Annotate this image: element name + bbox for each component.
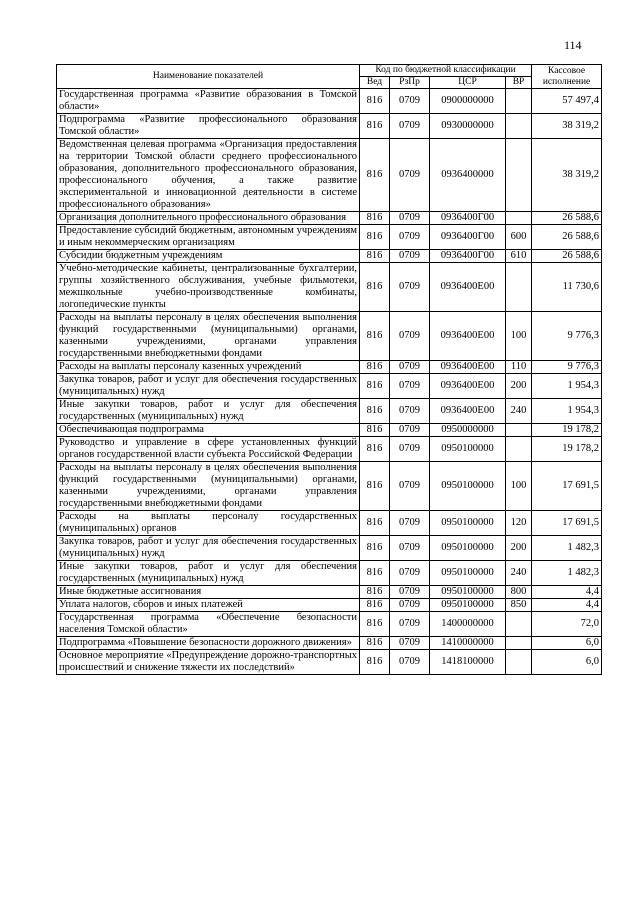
table-row — [57, 399, 602, 424]
row-rzpr: 0709 — [390, 312, 430, 361]
row-name: Расходы на выплаты персоналу в целях обеспечения выполнения функций государственными (муниципальными) органами, казенными учреждениями, органами управления государственными внебюджетными фондами — [57, 462, 360, 511]
row-csr: 0930000000 — [430, 114, 506, 139]
header-amount: Кассовое исполнение — [532, 65, 602, 89]
row-amount: 57 497,4 — [532, 89, 602, 114]
row-csr: 0936400000 — [430, 139, 506, 212]
row-ved: 816 — [360, 312, 390, 361]
row-amount: 9 776,3 — [532, 361, 602, 374]
row-ved: 816 — [360, 212, 390, 225]
row-rzpr: 0709 — [390, 536, 430, 561]
table-row — [57, 250, 602, 263]
row-rzpr: 0709 — [390, 89, 430, 114]
table-row — [57, 462, 602, 511]
row-amount: 1 482,3 — [532, 561, 602, 586]
row-vr — [506, 650, 532, 675]
row-name: Расходы на выплаты персоналу государственных (муниципальных) органов — [57, 511, 360, 536]
row-ved: 816 — [360, 263, 390, 312]
row-amount: 6,0 — [532, 650, 602, 675]
header-name: Наименование показателей — [57, 65, 360, 89]
row-rzpr: 0709 — [390, 212, 430, 225]
row-vr — [506, 212, 532, 225]
row-ved: 816 — [360, 374, 390, 399]
row-amount: 38 319,2 — [532, 139, 602, 212]
row-vr: 110 — [506, 361, 532, 374]
row-ved: 816 — [360, 462, 390, 511]
table-row — [57, 212, 602, 225]
row-rzpr: 0709 — [390, 650, 430, 675]
table-row — [57, 536, 602, 561]
row-ved: 816 — [360, 536, 390, 561]
row-amount: 1 954,3 — [532, 374, 602, 399]
row-amount: 17 691,5 — [532, 511, 602, 536]
row-amount: 4,4 — [532, 586, 602, 599]
row-rzpr: 0709 — [390, 561, 430, 586]
table-row — [57, 361, 602, 374]
row-name: Закупка товаров, работ и услуг для обеспечения государственных (муниципальных) нужд — [57, 374, 360, 399]
row-csr: 0950100000 — [430, 511, 506, 536]
row-amount: 72,0 — [532, 612, 602, 637]
row-amount: 19 178,2 — [532, 424, 602, 437]
row-name: Иные бюджетные ассигнования — [57, 586, 360, 599]
row-rzpr: 0709 — [390, 361, 430, 374]
row-amount: 1 954,3 — [532, 399, 602, 424]
header-csr: ЦСР — [430, 77, 506, 89]
row-name: Расходы на выплаты персоналу казенных учреждений — [57, 361, 360, 374]
row-vr: 800 — [506, 586, 532, 599]
table-row — [57, 312, 602, 361]
row-rzpr: 0709 — [390, 599, 430, 612]
row-vr — [506, 437, 532, 462]
header-code-group: Код по бюджетной классификации — [360, 65, 532, 77]
table-row — [57, 263, 602, 312]
row-amount: 4,4 — [532, 599, 602, 612]
row-csr: 0936400Е00 — [430, 361, 506, 374]
header-ved: Вед — [360, 77, 390, 89]
row-vr: 610 — [506, 250, 532, 263]
row-vr — [506, 637, 532, 650]
table-row — [57, 374, 602, 399]
table-row — [57, 424, 602, 437]
row-rzpr: 0709 — [390, 114, 430, 139]
table-row — [57, 114, 602, 139]
row-csr: 0950100000 — [430, 599, 506, 612]
row-rzpr: 0709 — [390, 586, 430, 599]
row-name: Иные закупки товаров, работ и услуг для обеспечения государственных (муниципальных) нужд — [57, 561, 360, 586]
row-amount: 26 588,6 — [532, 212, 602, 225]
row-vr: 240 — [506, 561, 532, 586]
table-row — [57, 139, 602, 212]
table-row — [57, 637, 602, 650]
row-vr — [506, 114, 532, 139]
row-ved: 816 — [360, 424, 390, 437]
row-csr: 0950100000 — [430, 561, 506, 586]
row-csr: 0950100000 — [430, 586, 506, 599]
row-name: Основное мероприятие «Предупреждение дорожно-транспортных происшествий и снижение тяжести их последствий» — [57, 650, 360, 675]
row-ved: 816 — [360, 250, 390, 263]
row-vr — [506, 263, 532, 312]
row-ved: 816 — [360, 561, 390, 586]
row-csr: 1400000000 — [430, 612, 506, 637]
row-amount: 38 319,2 — [532, 114, 602, 139]
row-csr: 0936400Г00 — [430, 225, 506, 250]
row-vr: 600 — [506, 225, 532, 250]
row-ved: 816 — [360, 650, 390, 675]
table-row — [57, 225, 602, 250]
row-csr: 0950100000 — [430, 536, 506, 561]
row-rzpr: 0709 — [390, 263, 430, 312]
row-vr — [506, 139, 532, 212]
row-vr: 100 — [506, 462, 532, 511]
row-csr: 1410000000 — [430, 637, 506, 650]
row-vr: 200 — [506, 374, 532, 399]
header-vr: ВР — [506, 77, 532, 89]
table-row — [57, 437, 602, 462]
row-vr — [506, 612, 532, 637]
row-amount: 26 588,6 — [532, 250, 602, 263]
row-rzpr: 0709 — [390, 139, 430, 212]
row-csr: 0936400Е00 — [430, 374, 506, 399]
row-rzpr: 0709 — [390, 437, 430, 462]
table-row — [57, 586, 602, 599]
row-name: Государственная программа «Развитие образования в Томской области» — [57, 89, 360, 114]
row-rzpr: 0709 — [390, 511, 430, 536]
row-name: Закупка товаров, работ и услуг для обеспечения государственных (муниципальных) нужд — [57, 536, 360, 561]
row-name: Уплата налогов, сборов и иных платежей — [57, 599, 360, 612]
row-amount: 9 776,3 — [532, 312, 602, 361]
table-row — [57, 89, 602, 114]
row-name: Предоставление субсидий бюджетным, автономным учреждениям и иным некоммерческим организациям — [57, 225, 360, 250]
row-name: Государственная программа «Обеспечение безопасности населения Томской области» — [57, 612, 360, 637]
row-rzpr: 0709 — [390, 424, 430, 437]
row-rzpr: 0709 — [390, 374, 430, 399]
row-amount: 19 178,2 — [532, 437, 602, 462]
row-ved: 816 — [360, 586, 390, 599]
row-name: Расходы на выплаты персоналу в целях обеспечения выполнения функций государственными (муниципальными) органами, казенными учреждениями, органами управления государственными внебюджетными фондами — [57, 312, 360, 361]
row-ved: 816 — [360, 139, 390, 212]
table-row — [57, 511, 602, 536]
row-name: Подпрограмма «Развитие профессионального образования Томской области» — [57, 114, 360, 139]
row-name: Учебно-методические кабинеты, централизованные бухгалтерии, группы хозяйственного обслуживания, учебные фильмотеки, межшкольные учебно-производственные комбинаты, логопедические пункты — [57, 263, 360, 312]
header-rzpr: РзПр — [390, 77, 430, 89]
row-rzpr: 0709 — [390, 399, 430, 424]
row-vr: 850 — [506, 599, 532, 612]
row-name: Подпрограмма «Повышение безопасности дорожного движения» — [57, 637, 360, 650]
row-ved: 816 — [360, 361, 390, 374]
row-ved: 816 — [360, 437, 390, 462]
row-amount: 26 588,6 — [532, 225, 602, 250]
row-ved: 816 — [360, 225, 390, 250]
row-name: Субсидии бюджетным учреждениям — [57, 250, 360, 263]
row-csr: 1418100000 — [430, 650, 506, 675]
budget-table — [56, 64, 602, 675]
row-rzpr: 0709 — [390, 225, 430, 250]
row-ved: 816 — [360, 114, 390, 139]
row-rzpr: 0709 — [390, 462, 430, 511]
row-vr: 240 — [506, 399, 532, 424]
page-number: 114 — [564, 38, 582, 52]
table-row — [57, 561, 602, 586]
row-csr: 0936400Г00 — [430, 212, 506, 225]
row-vr: 100 — [506, 312, 532, 361]
row-ved: 816 — [360, 637, 390, 650]
row-ved: 816 — [360, 511, 390, 536]
row-vr: 200 — [506, 536, 532, 561]
row-csr: 0900000000 — [430, 89, 506, 114]
row-csr: 0950100000 — [430, 462, 506, 511]
row-name: Руководство и управление в сфере установленных функций органов государственной власти субъекта Российской Федерации — [57, 437, 360, 462]
table-row — [57, 599, 602, 612]
table-row — [57, 650, 602, 675]
row-amount: 1 482,3 — [532, 536, 602, 561]
row-ved: 816 — [360, 399, 390, 424]
row-csr: 0936400Е00 — [430, 399, 506, 424]
row-ved: 816 — [360, 89, 390, 114]
row-rzpr: 0709 — [390, 250, 430, 263]
row-amount: 6,0 — [532, 637, 602, 650]
row-amount: 11 730,6 — [532, 263, 602, 312]
row-name: Ведомственная целевая программа «Организация предоставления на территории Томской области среднего профессионального образования, дополнительного профессионального образования, профессионального обучения, а также развитие экспериментальной и инновационной деятельности в системе профессионального образования» — [57, 139, 360, 212]
row-rzpr: 0709 — [390, 612, 430, 637]
row-csr: 0950100000 — [430, 437, 506, 462]
row-vr: 120 — [506, 511, 532, 536]
row-csr: 0950000000 — [430, 424, 506, 437]
row-name: Обеспечивающая подпрограмма — [57, 424, 360, 437]
row-name: Иные закупки товаров, работ и услуг для обеспечения государственных (муниципальных) нужд — [57, 399, 360, 424]
row-csr: 0936400Е00 — [430, 263, 506, 312]
row-vr — [506, 89, 532, 114]
table-row — [57, 612, 602, 637]
row-csr: 0936400Е00 — [430, 312, 506, 361]
row-csr: 0936400Г00 — [430, 250, 506, 263]
row-vr — [506, 424, 532, 437]
row-name: Организация дополнительного профессионального образования — [57, 212, 360, 225]
row-rzpr: 0709 — [390, 637, 430, 650]
row-ved: 816 — [360, 612, 390, 637]
row-ved: 816 — [360, 599, 390, 612]
row-amount: 17 691,5 — [532, 462, 602, 511]
